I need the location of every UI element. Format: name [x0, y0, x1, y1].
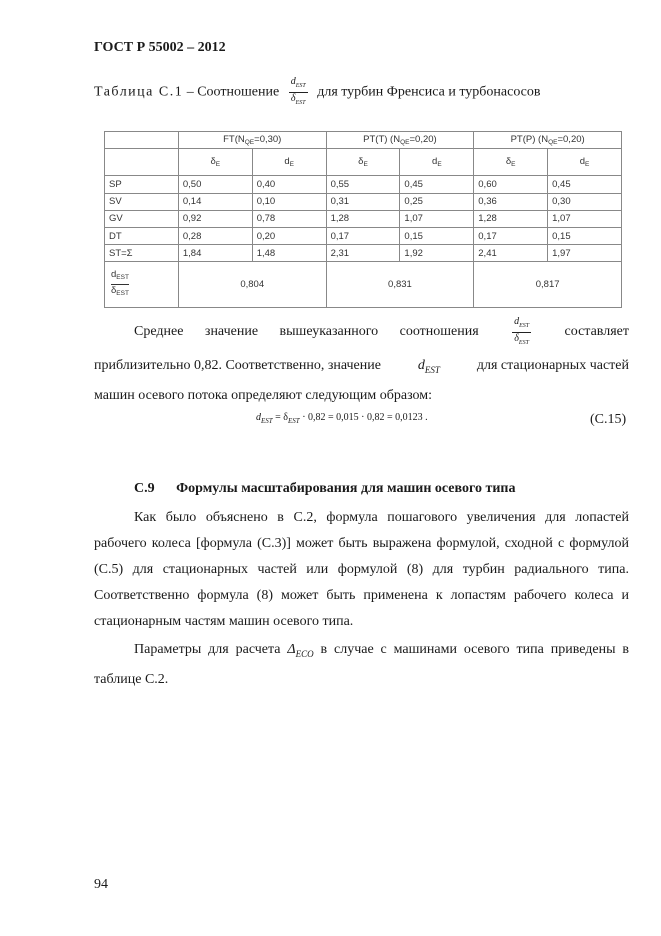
- group-header-ft: $FT(N_{QE}=0,30)$: [178, 132, 326, 149]
- table-row: [105, 228, 622, 245]
- table-cell: 0,60: [474, 176, 548, 193]
- table-cell: 2,41: [474, 245, 548, 262]
- symbol-d-e: $d_E$: [548, 149, 622, 176]
- table-header-row: [105, 132, 622, 149]
- table-cell: 0,17: [474, 228, 548, 245]
- ratio-row: [105, 262, 622, 308]
- table-row: [105, 210, 622, 227]
- row-label: SV: [105, 193, 179, 210]
- document-header: ГОСТ Р 55002 – 2012: [94, 40, 226, 55]
- table-row: [105, 176, 622, 193]
- ratio-table: [104, 131, 622, 308]
- table-cell: 1,28: [474, 210, 548, 227]
- caption-suffix: для турбин Френсиса и турбонасосов: [317, 84, 541, 100]
- d-est-symbol: $d_{EST}$: [417, 358, 440, 375]
- symbol-d-e: $d_E$: [252, 149, 326, 176]
- table-cell: 1,97: [548, 245, 622, 262]
- frac-numerator: d: [290, 76, 296, 87]
- section-heading: [134, 481, 515, 497]
- average-fraction: $\frac{d_{EST}}{\delta_{EST}}$: [514, 315, 530, 346]
- symbol-header-row: [105, 149, 622, 176]
- table-cell: 0,31: [326, 193, 400, 210]
- caption-fraction: [289, 76, 308, 109]
- table-cell: 0,50: [178, 176, 252, 193]
- table-cell: 1,07: [548, 210, 622, 227]
- row-label: GV: [105, 210, 179, 227]
- paragraph-average: [94, 317, 629, 409]
- table-cell: 0,45: [400, 176, 474, 193]
- table-cell: 0,78: [252, 210, 326, 227]
- table-cell: 0,17: [326, 228, 400, 245]
- table-cell: 0,55: [326, 176, 400, 193]
- table-cell: 0,28: [178, 228, 252, 245]
- ratio-label: $d_{EST}$ $\delta_{EST}$: [105, 262, 179, 308]
- table-caption: [94, 76, 541, 109]
- table-cell: 0,15: [400, 228, 474, 245]
- table-cell: 0,25: [400, 193, 474, 210]
- table-cell: 0,15: [548, 228, 622, 245]
- page-number: 94: [94, 877, 108, 892]
- table-cell: 0,20: [252, 228, 326, 245]
- symbol-delta-e: $\delta_E$: [178, 149, 252, 176]
- ratio-value-pt-t: 0,831: [326, 262, 474, 308]
- table-cell: 0,36: [474, 193, 548, 210]
- table-cell: 0,92: [178, 210, 252, 227]
- symbol-empty-cell: [105, 149, 179, 176]
- table-cell: 0,10: [252, 193, 326, 210]
- average-line2-b: для стационарных частей: [476, 358, 629, 373]
- caption-label: Таблица С.1: [94, 84, 184, 100]
- average-line2-a: приблизительно 0,82. Соответственно, значение: [94, 358, 381, 373]
- table-cell: 0,45: [548, 176, 622, 193]
- formula-c15: $d_{EST} = \delta_{EST} \cdot 0,82 = 0,015 \cdot 0,82 = 0,0123$ .: [256, 412, 428, 425]
- frac-numerator-sub: EST: [295, 83, 306, 89]
- table-cell: 1,48: [252, 245, 326, 262]
- row-label: SP: [105, 176, 179, 193]
- paragraph-scaling: Как было объяснено в С.2, формула пошагового увеличения для лопастей рабочего колеса [формула (С.3)] может быть выражена формулой, сходной с формулой (С.5) для стационарных частей или формулой (8) для турбин радиального типа. Соответственно формула (8) может быть применена к лопастям рабочего колеса и стационарным частям машин осевого типа.: [94, 510, 629, 629]
- frac-denominator-sub: EST: [295, 100, 306, 106]
- group-header-pt-t: PT(T) $(N_{QE}=0,20)$: [326, 132, 474, 149]
- header-empty-cell: [105, 132, 179, 149]
- table-cell: 1,07: [400, 210, 474, 227]
- section-title: Формулы масштабирования для машин осевого типа: [176, 481, 516, 496]
- table-cell: 0,30: [548, 193, 622, 210]
- equation-number: (С.15): [590, 412, 627, 427]
- table-row: [105, 193, 622, 210]
- delta-eco-symbol: $\Delta_{ECO}$: [287, 642, 314, 659]
- table-cell: 2,31: [326, 245, 400, 262]
- group-header-pt-p: PT(P) $(N_{QE}=0,20)$: [474, 132, 622, 149]
- table-cell: 0,40: [252, 176, 326, 193]
- symbol-d-e: $d_E$: [400, 149, 474, 176]
- section-number: С.9: [134, 481, 155, 496]
- ratio-value-ft: 0,804: [178, 262, 326, 308]
- table-cell: 1,84: [178, 245, 252, 262]
- symbol-delta-e: $\delta_E$: [474, 149, 548, 176]
- symbol-delta-e: $\delta_E$: [326, 149, 400, 176]
- ratio-value-pt-p: 0,817: [474, 262, 622, 308]
- row-label: DT: [105, 228, 179, 245]
- average-line3: машин осевого потока определяют следующим образом:: [94, 387, 433, 403]
- table-cell: 0,14: [178, 193, 252, 210]
- frac-denominator: δ: [290, 93, 296, 104]
- average-verb: составляет: [564, 324, 629, 339]
- row-label: ST=Σ: [105, 245, 179, 262]
- average-text: Среднее значение вышеуказанного соотношения: [134, 324, 479, 339]
- paragraph-parameters: Параметры для расчета $\Delta_{ECO}$ в случае с машинами осевого типа приведены в таблице С.2.: [94, 642, 630, 687]
- table-row: [105, 245, 622, 262]
- table-cell: 1,92: [400, 245, 474, 262]
- caption-dash: – Соотношение: [186, 84, 280, 100]
- table-cell: 1,28: [326, 210, 400, 227]
